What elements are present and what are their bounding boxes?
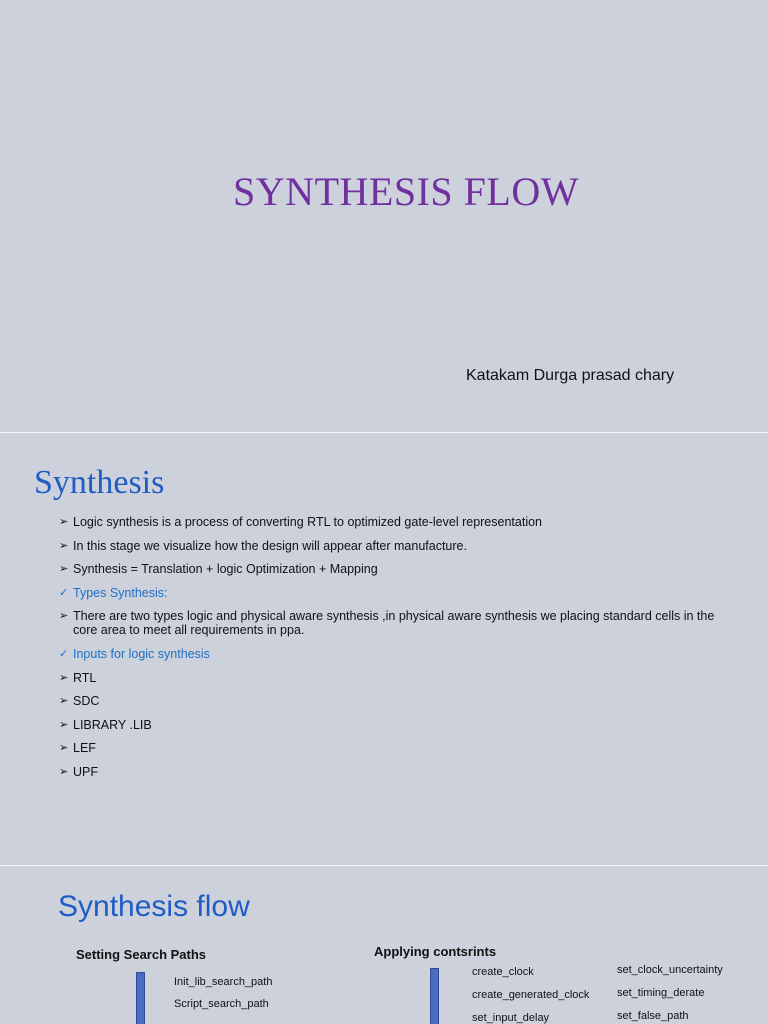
- bullet-text: Types Synthesis:: [73, 585, 168, 600]
- flow-bar: [430, 968, 439, 1024]
- slide-title: Synthesis flow: [58, 890, 250, 923]
- arrow-bullet-icon: ➢: [59, 516, 69, 528]
- bullet-text: LEF: [73, 741, 96, 756]
- check-bullet-icon: ✓: [59, 586, 69, 599]
- arrow-bullet-icon: ➢: [59, 563, 69, 576]
- arrow-bullet-icon: ➢: [59, 742, 69, 755]
- bullet-item: [59, 765, 719, 779]
- bullet-item: [59, 718, 719, 732]
- command-item: set_input_delay: [472, 1012, 550, 1024]
- bullet-item: [59, 609, 719, 637]
- bullet-item: [59, 515, 719, 529]
- arrow-bullet-icon: ➢: [59, 610, 69, 623]
- arrow-bullet-icon: ➢: [59, 695, 69, 708]
- arrow-bullet-icon: ➢: [59, 671, 69, 684]
- bullet-item: [59, 586, 719, 600]
- bullet-text: There are two types logic and physical aware synthesis ,in physical aware synthesis we placing standard cells in the core area to meet all requirements in ppa.: [73, 609, 715, 638]
- bullet-item: [59, 671, 719, 685]
- bullet-text: Logic synthesis is a process of converting RTL to optimized gate-level representation: [73, 515, 542, 529]
- command-item: set_timing_derate: [617, 987, 705, 999]
- bullet-text: Inputs for logic synthesis: [73, 646, 210, 661]
- bullet-text: RTL: [73, 670, 97, 685]
- arrow-bullet-icon: ➢: [59, 718, 69, 731]
- applying-constraints-heading: Applying contsrints: [374, 944, 497, 959]
- check-bullet-icon: ✓: [59, 647, 69, 660]
- arrow-bullet-icon: ➢: [59, 765, 69, 778]
- bullet-item: [59, 647, 719, 661]
- author-name: Katakam Durga prasad chary: [466, 367, 675, 384]
- bullet-list: [59, 515, 719, 789]
- command-item: set_false_path: [617, 1010, 689, 1022]
- bullet-item: [59, 694, 719, 708]
- bullet-text: Synthesis = Translation + logic Optimization + Mapping: [73, 562, 378, 577]
- command-item: create_clock: [472, 966, 534, 978]
- bullet-text: In this stage we visualize how the design will appear after manufacture.: [73, 538, 467, 553]
- bullet-item: [59, 741, 719, 755]
- flow-bar: [136, 972, 145, 1024]
- presentation-title: SYNTHESIS FLOW: [233, 169, 579, 214]
- arrow-bullet-icon: ➢: [59, 539, 69, 552]
- slide-title: Synthesis: [34, 464, 165, 501]
- synthesis-flow-slide: [0, 866, 768, 1024]
- bullet-text: UPF: [73, 764, 98, 779]
- bullet-text: SDC: [73, 694, 100, 709]
- command-item: Init_lib_search_path: [174, 976, 273, 988]
- synthesis-slide: [0, 433, 768, 865]
- command-item: create_generated_clock: [472, 989, 590, 1001]
- title-slide: [0, 0, 768, 432]
- command-item: Script_search_path: [174, 998, 269, 1010]
- bullet-text: LIBRARY .LIB: [73, 717, 152, 732]
- bullet-item: [59, 539, 719, 553]
- setting-search-paths-heading: Setting Search Paths: [76, 947, 207, 962]
- command-item: set_clock_uncertainty: [617, 964, 723, 976]
- bullet-item: [59, 562, 719, 576]
